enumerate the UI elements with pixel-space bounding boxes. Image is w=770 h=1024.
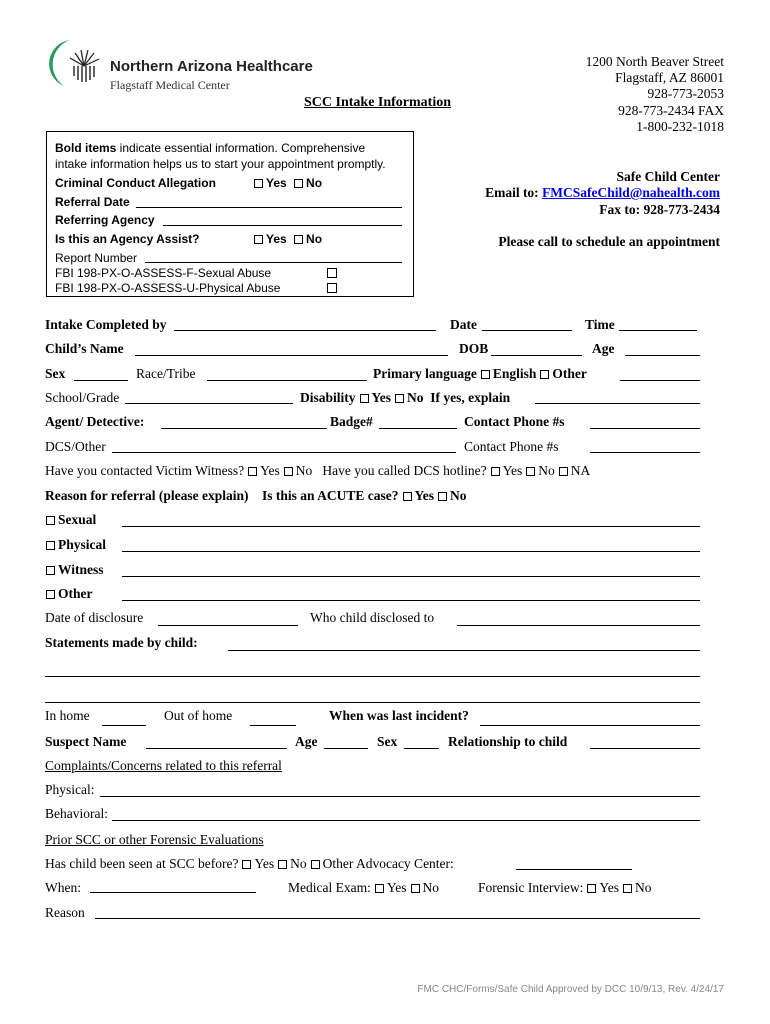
- no-label: No: [306, 232, 323, 246]
- box-intro-text: indicate essential information. Comprehensive: [116, 141, 366, 155]
- physical-concerns-field[interactable]: [100, 796, 700, 797]
- reason-row: [45, 488, 467, 504]
- disability-label: Disability: [300, 390, 356, 405]
- scc-name: Safe Child Center: [616, 169, 720, 184]
- fbi-physical-checkbox[interactable]: [327, 283, 337, 293]
- yes-label: Yes: [599, 880, 619, 895]
- yes-label: Yes: [260, 463, 280, 478]
- referring-agency-field[interactable]: [163, 225, 402, 226]
- agent-field[interactable]: [161, 428, 327, 429]
- yes-label: Yes: [254, 856, 275, 871]
- address-line: Flagstaff, AZ 86001: [615, 70, 724, 86]
- sexual-checkbox[interactable]: [46, 516, 55, 525]
- scc-call-note: Please call to schedule an appointment: [498, 234, 720, 249]
- agency-assist-label: Is this an Agency Assist?: [55, 232, 200, 246]
- no-label: No: [306, 176, 323, 190]
- statements-field-2[interactable]: [45, 676, 700, 677]
- other-advocacy-checkbox[interactable]: [311, 860, 320, 869]
- suspect-name-label: Suspect Name: [45, 734, 127, 749]
- other-reason-label: Other: [58, 586, 93, 601]
- org-subname: Flagstaff Medical Center: [110, 78, 230, 92]
- suspect-age-field[interactable]: [324, 748, 368, 749]
- other-reason-field[interactable]: [122, 600, 700, 601]
- medical-exam-no-checkbox[interactable]: [411, 884, 420, 893]
- scc-email-line: [485, 185, 720, 201]
- forensic-interview-yes-checkbox[interactable]: [587, 884, 596, 893]
- report-number-field[interactable]: [145, 262, 402, 263]
- sexual-field[interactable]: [122, 526, 700, 527]
- reason-final-field[interactable]: [95, 918, 700, 919]
- address-block: [586, 54, 724, 135]
- last-incident-label: When was last incident?: [329, 708, 469, 723]
- footer-note: FMC CHC/Forms/Safe Child Approved by DCC 10/9/13, Rev. 4/24/17: [417, 984, 724, 995]
- other-language-checkbox[interactable]: [540, 370, 549, 379]
- no-label: No: [290, 856, 307, 871]
- date-field[interactable]: [482, 330, 572, 331]
- race-field[interactable]: [207, 380, 367, 381]
- witness-checkbox[interactable]: [46, 566, 55, 575]
- acute-label: Is this an ACUTE case?: [261, 488, 399, 503]
- referral-date-label: Referral Date: [55, 195, 130, 209]
- fbi-physical-label: FBI 198-PX-O-ASSESS-U-Physical Abuse: [55, 281, 281, 295]
- address-line: 928-773-2434 FAX: [618, 102, 724, 118]
- school-label: School/Grade: [45, 390, 120, 405]
- yes-label: Yes: [266, 176, 287, 190]
- intake-completed-label: Intake Completed by: [45, 317, 167, 332]
- other-reason-checkbox[interactable]: [46, 590, 55, 599]
- sex-field[interactable]: [74, 380, 128, 381]
- box-intro-bold: Bold items: [55, 141, 117, 155]
- date-disclosure-field[interactable]: [158, 625, 298, 626]
- yes-label: Yes: [266, 232, 287, 246]
- suspect-sex-field[interactable]: [404, 748, 439, 749]
- other-language-label: Other: [552, 366, 587, 381]
- other-advocacy-label: Other Advocacy Center:: [322, 856, 454, 871]
- physical-label: Physical: [58, 537, 107, 552]
- badge-field[interactable]: [379, 428, 457, 429]
- forensic-interview-row: [478, 880, 652, 896]
- if-yes-label: If yes, explain: [430, 390, 511, 405]
- seen-before-label: Has child been seen at SCC before?: [45, 856, 239, 871]
- suspect-name-field[interactable]: [146, 748, 287, 749]
- who-disclosed-field[interactable]: [457, 625, 700, 626]
- other-reason-row: [42, 586, 93, 602]
- fbi-sexual-checkbox[interactable]: [327, 268, 337, 278]
- victim-witness-no-checkbox[interactable]: [284, 467, 293, 476]
- criminal-no-checkbox[interactable]: [294, 179, 303, 188]
- prior-evaluations-heading: Prior SCC or other Forensic Evaluations: [45, 832, 264, 847]
- page-title: SCC Intake Information: [304, 95, 452, 110]
- nah-logo-icon: [44, 36, 104, 90]
- victim-witness-yes-checkbox[interactable]: [248, 467, 257, 476]
- reason-final-label: Reason: [45, 905, 85, 920]
- seen-before-row: [45, 856, 454, 872]
- report-number-label: Report Number: [55, 251, 138, 265]
- out-home-label: Out of home: [164, 708, 233, 723]
- medical-exam-label: Medical Exam:: [288, 880, 371, 895]
- na-label: NA: [570, 463, 591, 478]
- physical-row: [42, 537, 106, 553]
- address-line: 1200 North Beaver Street: [585, 54, 724, 69]
- criminal-yes-checkbox[interactable]: [254, 179, 263, 188]
- box-intro-line1: [55, 141, 365, 155]
- agent-label: Agent/ Detective:: [45, 414, 145, 429]
- forensic-interview-label: Forensic Interview:: [478, 880, 584, 895]
- sexual-row: [42, 512, 96, 528]
- dcs-hotline-no-checkbox[interactable]: [526, 467, 535, 476]
- suspect-sex-label: Sex: [377, 734, 398, 749]
- acute-no-checkbox[interactable]: [438, 492, 447, 501]
- dcs-other-label: DCS/Other: [45, 439, 106, 454]
- address-line: 928-773-2053: [647, 86, 724, 102]
- agent-phone-field[interactable]: [590, 428, 700, 429]
- physical-checkbox[interactable]: [46, 541, 55, 550]
- disability-no-checkbox[interactable]: [395, 394, 404, 403]
- no-label: No: [450, 488, 467, 503]
- badge-label: Badge#: [330, 414, 373, 429]
- medical-exam-yes-checkbox[interactable]: [375, 884, 384, 893]
- no-label: No: [295, 463, 313, 478]
- statements-field-1[interactable]: [228, 650, 700, 651]
- referral-date-field[interactable]: [136, 207, 402, 208]
- race-label: Race/Tribe: [136, 366, 196, 381]
- seen-before-no-checkbox[interactable]: [278, 860, 287, 869]
- victim-witness-label: Have you contacted Victim Witness?: [45, 463, 245, 478]
- dcs-hotline-yes-checkbox[interactable]: [491, 467, 500, 476]
- suspect-age-label: Age: [295, 734, 318, 749]
- yes-label: Yes: [502, 463, 523, 478]
- witness-field[interactable]: [122, 576, 700, 577]
- physical-field[interactable]: [122, 551, 700, 552]
- dcs-hotline-label: Have you called DCS hotline?: [322, 463, 487, 478]
- statements-label: Statements made by child:: [45, 635, 198, 650]
- yes-label: Yes: [371, 390, 392, 405]
- contact-phone-label: Contact Phone #s: [464, 439, 559, 454]
- intake-completed-field[interactable]: [174, 330, 436, 331]
- child-name-label: Child’s Name: [45, 341, 124, 356]
- who-disclosed-label: Who child disclosed to: [310, 610, 435, 625]
- no-label: No: [538, 463, 555, 478]
- medical-exam-row: [288, 880, 439, 896]
- sexual-label: Sexual: [58, 512, 97, 527]
- org-name: Northern Arizona Healthcare: [110, 58, 313, 75]
- agency-assist-no-checkbox[interactable]: [294, 235, 303, 244]
- english-checkbox[interactable]: [481, 370, 490, 379]
- dob-field[interactable]: [491, 355, 582, 356]
- in-home-field[interactable]: [102, 725, 146, 726]
- witness-label: Witness: [58, 562, 104, 577]
- physical-concerns-label: Physical:: [45, 782, 95, 797]
- yes-label: Yes: [386, 880, 407, 895]
- agency-assist-options: [250, 232, 322, 246]
- sex-label: Sex: [45, 366, 66, 381]
- address-line: 1-800-232-1018: [636, 118, 724, 134]
- no-label: No: [635, 880, 652, 895]
- dcs-phone-field[interactable]: [590, 452, 700, 453]
- scc-fax: Fax to: 928-773-2434: [599, 202, 720, 217]
- time-label: Time: [585, 317, 615, 332]
- time-field[interactable]: [619, 330, 697, 331]
- referring-agency-label: Referring Agency: [55, 213, 155, 227]
- in-home-label: In home: [45, 708, 90, 723]
- victim-witness-row: [45, 463, 590, 479]
- age-label: Age: [592, 341, 615, 356]
- email-link[interactable]: FMCSafeChild@nahealth.com: [542, 185, 720, 200]
- language-row: [373, 366, 587, 382]
- no-label: No: [422, 880, 440, 895]
- fbi-sexual-label: FBI 198-PX-O-ASSESS-F-Sexual Abuse: [55, 266, 272, 280]
- no-label: No: [407, 390, 424, 405]
- last-incident-field[interactable]: [480, 725, 700, 726]
- behavioral-concerns-label: Behavioral:: [45, 806, 108, 821]
- contact-phone-bold-label: Contact Phone #s: [464, 414, 565, 429]
- out-home-field[interactable]: [250, 725, 296, 726]
- acute-yes-checkbox[interactable]: [403, 492, 412, 501]
- seen-before-yes-checkbox[interactable]: [242, 860, 251, 869]
- disability-explain-field[interactable]: [535, 403, 700, 404]
- primary-language-label: Primary language: [373, 366, 477, 381]
- witness-row: [42, 562, 104, 578]
- when-label: When:: [45, 880, 81, 895]
- other-language-field[interactable]: [620, 380, 700, 381]
- behavioral-concerns-field[interactable]: [112, 820, 700, 821]
- date-label: Date: [450, 317, 477, 332]
- dob-label: DOB: [459, 341, 489, 356]
- english-label: English: [492, 366, 537, 381]
- agency-assist-yes-checkbox[interactable]: [254, 235, 263, 244]
- school-field[interactable]: [125, 403, 293, 404]
- criminal-options: [250, 176, 322, 190]
- relationship-label: Relationship to child: [448, 734, 568, 749]
- forensic-interview-no-checkbox[interactable]: [623, 884, 632, 893]
- complaints-heading: Complaints/Concerns related to this referral: [45, 758, 282, 773]
- criminal-label: Criminal Conduct Allegation: [55, 176, 216, 190]
- age-field[interactable]: [625, 355, 700, 356]
- yes-label: Yes: [414, 488, 434, 503]
- dcs-hotline-na-checkbox[interactable]: [559, 467, 568, 476]
- disability-yes-checkbox[interactable]: [360, 394, 369, 403]
- statements-field-3[interactable]: [45, 702, 700, 703]
- date-disclosure-label: Date of disclosure: [45, 610, 144, 625]
- relationship-field[interactable]: [590, 748, 700, 749]
- email-label: Email to:: [485, 185, 543, 200]
- child-name-field[interactable]: [135, 355, 448, 356]
- reason-label: Reason for referral (please explain): [45, 488, 249, 503]
- other-advocacy-field[interactable]: [516, 869, 632, 870]
- dcs-other-field[interactable]: [112, 452, 456, 453]
- box-intro-line2: intake information helps us to start your appointment promptly.: [55, 157, 386, 171]
- disability-row: [300, 390, 510, 406]
- when-field[interactable]: [90, 892, 256, 893]
